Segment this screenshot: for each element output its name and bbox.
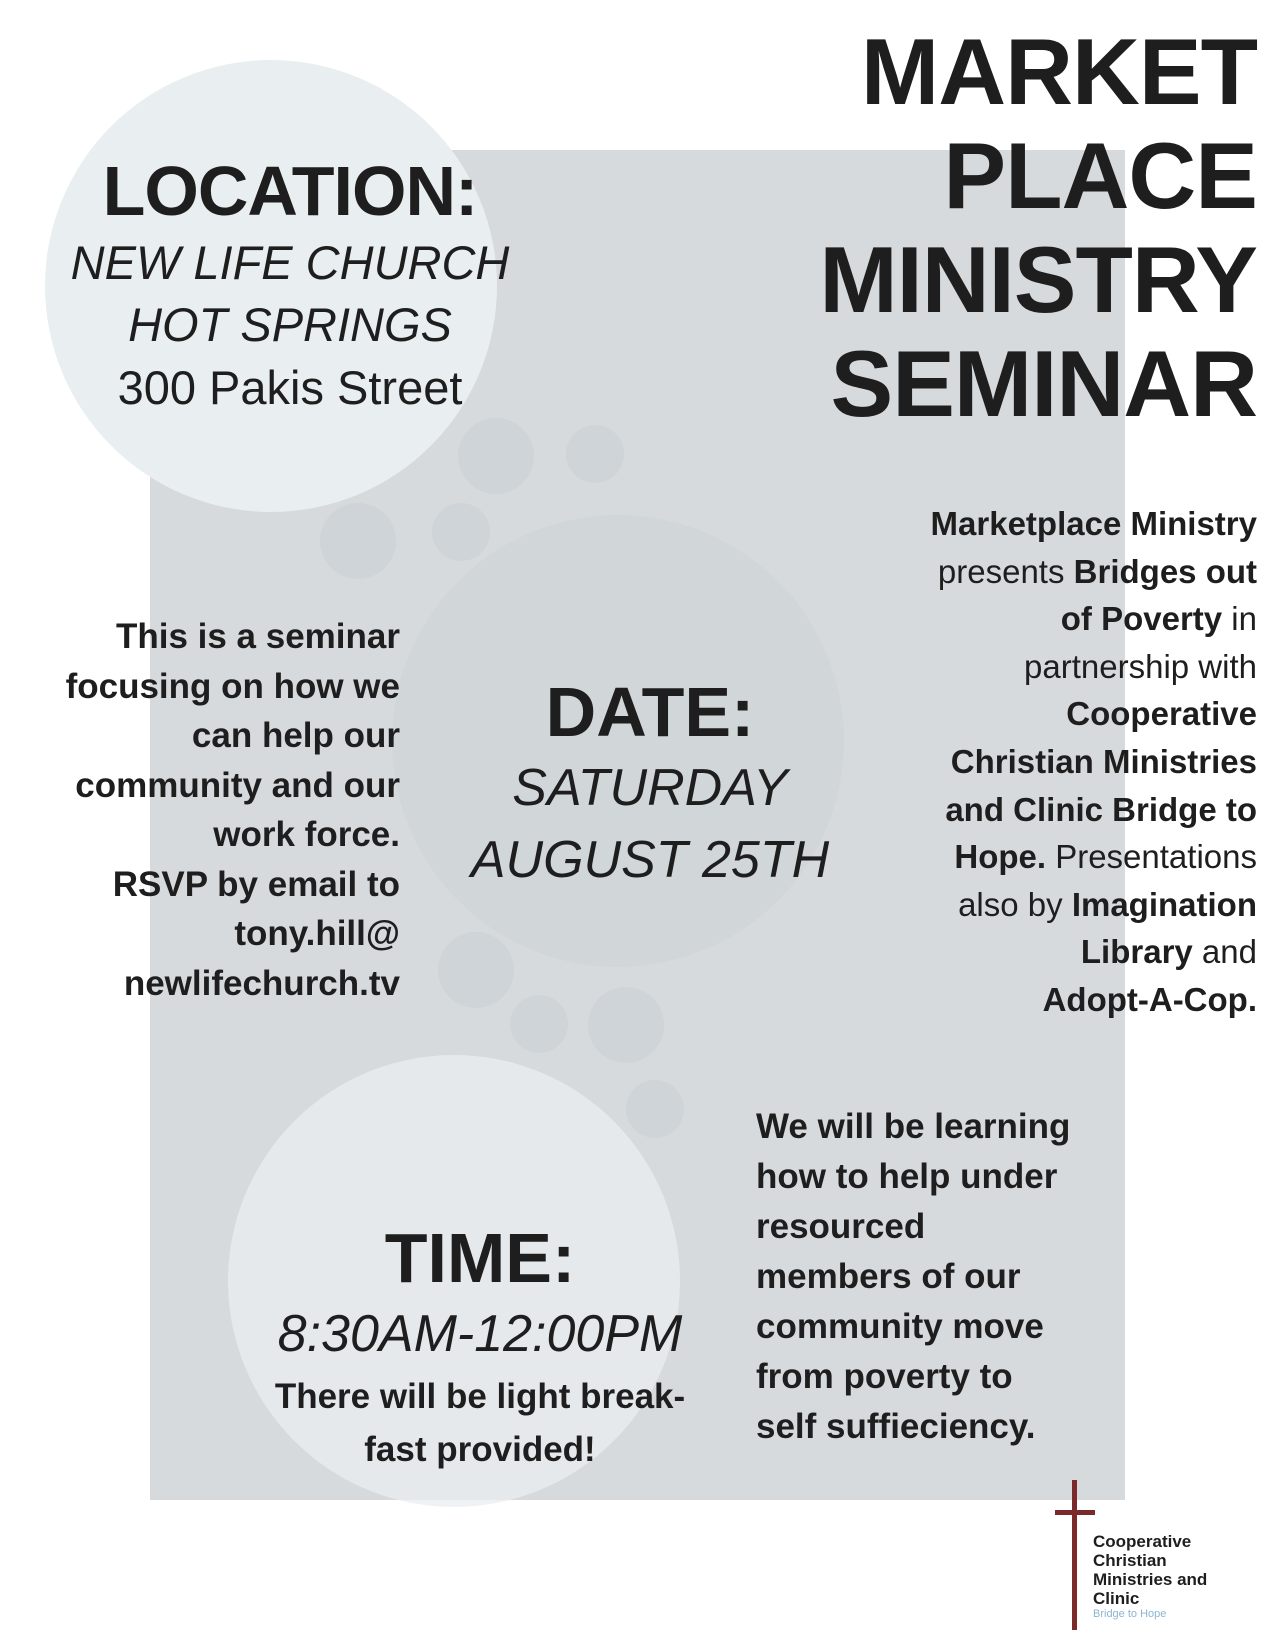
partners-line <box>787 928 1257 976</box>
learning-line: community move <box>756 1307 1044 1346</box>
partners-text: presents <box>937 552 1074 590</box>
partners-bold-text: Cooperative <box>1066 695 1257 733</box>
partners-bold-text: Bridges out <box>1073 552 1257 590</box>
title-line: PLACE <box>943 123 1257 228</box>
logo-line: Cooperative <box>1093 1532 1192 1551</box>
description-line: community and our <box>75 765 400 805</box>
learning-line: members of our <box>756 1257 1021 1296</box>
small-bubble <box>320 503 396 579</box>
cross-icon <box>1055 1480 1095 1630</box>
rsvp-email: newlifechurch.tv <box>123 963 400 1003</box>
learning-line: from poverty to <box>756 1357 1013 1396</box>
breakfast-line: There will be light break- <box>274 1377 686 1416</box>
partners-line <box>787 833 1257 881</box>
title-line: MARKET <box>860 19 1257 124</box>
small-bubble <box>626 1080 684 1138</box>
partners-line <box>787 738 1257 786</box>
title-line: MINISTRY <box>819 227 1257 332</box>
location-section <box>40 150 540 420</box>
location-city: HOT SPRINGS <box>128 298 452 351</box>
learning-description <box>756 1102 1126 1452</box>
partners-line <box>787 548 1257 596</box>
partners-text: Presentations <box>1046 838 1257 876</box>
partners-bold-text: and Clinic Bridge to <box>945 790 1257 828</box>
partners-line <box>787 690 1257 738</box>
partners-bold-text: Christian Ministries <box>950 742 1257 780</box>
location-venue: NEW LIFE CHURCH <box>70 236 510 289</box>
time-value: 8:30AM-12:00PM <box>277 1305 683 1363</box>
partners-line <box>787 786 1257 834</box>
date-value: AUGUST 25TH <box>470 831 830 889</box>
small-bubble <box>432 503 490 561</box>
breakfast-line: fast provided! <box>364 1430 596 1469</box>
small-bubble <box>458 418 534 494</box>
partners-line <box>787 500 1257 548</box>
title-line: SEMINAR <box>830 331 1257 436</box>
partners-bold-text: Adopt-A-Cop. <box>1042 980 1257 1018</box>
partners-text: and <box>1192 933 1257 971</box>
description-line: focusing on how we <box>65 666 400 706</box>
page-title <box>819 20 1257 436</box>
seminar-description <box>10 612 400 1008</box>
partners-line <box>787 976 1257 1024</box>
time-heading: TIME: <box>384 1219 576 1297</box>
partners-text: also by <box>958 885 1072 923</box>
learning-line: We will be learning <box>756 1107 1071 1146</box>
location-address: 300 Pakis Street <box>117 361 463 414</box>
partners-bold-text: Library <box>1080 933 1193 971</box>
logo-line: Christian <box>1093 1551 1167 1570</box>
clinic-logo <box>1055 1480 1255 1630</box>
learning-line: how to help under <box>756 1157 1058 1196</box>
partners-bold-text: Marketplace Ministry <box>930 505 1257 542</box>
logo-text <box>1093 1532 1207 1608</box>
small-bubble <box>588 987 664 1063</box>
learning-line: self suffieciency. <box>756 1407 1036 1446</box>
partners-line <box>787 595 1257 643</box>
location-heading: LOCATION: <box>102 152 478 230</box>
logo-tagline: Bridge to Hope <box>1093 1608 1167 1620</box>
partners-description <box>787 500 1257 1024</box>
partners-bold-text: Imagination <box>1071 885 1257 923</box>
partners-bold-text: Hope. <box>954 838 1047 876</box>
rsvp-email: tony.hill@ <box>234 914 400 953</box>
small-bubble <box>438 932 514 1008</box>
date-heading: DATE: <box>545 673 755 751</box>
partners-text: partnership with <box>1024 647 1257 685</box>
small-bubble <box>510 995 568 1053</box>
logo-line: Ministries and <box>1093 1570 1208 1589</box>
description-line: can help our <box>191 716 400 755</box>
breakfast-note <box>190 1370 770 1476</box>
learning-line: resourced <box>756 1207 926 1246</box>
description-line: This is a seminar <box>115 617 400 656</box>
description-line: RSVP by email to <box>112 864 400 904</box>
small-bubble <box>566 425 624 483</box>
partners-bold-text: of Poverty <box>1060 600 1223 638</box>
description-line: work force. <box>213 815 400 854</box>
date-day: SATURDAY <box>512 759 788 817</box>
partners-text: in <box>1222 600 1257 638</box>
time-section <box>190 1218 770 1476</box>
logo-line: Clinic <box>1093 1589 1140 1608</box>
partners-line <box>787 881 1257 929</box>
partners-line <box>787 643 1257 691</box>
